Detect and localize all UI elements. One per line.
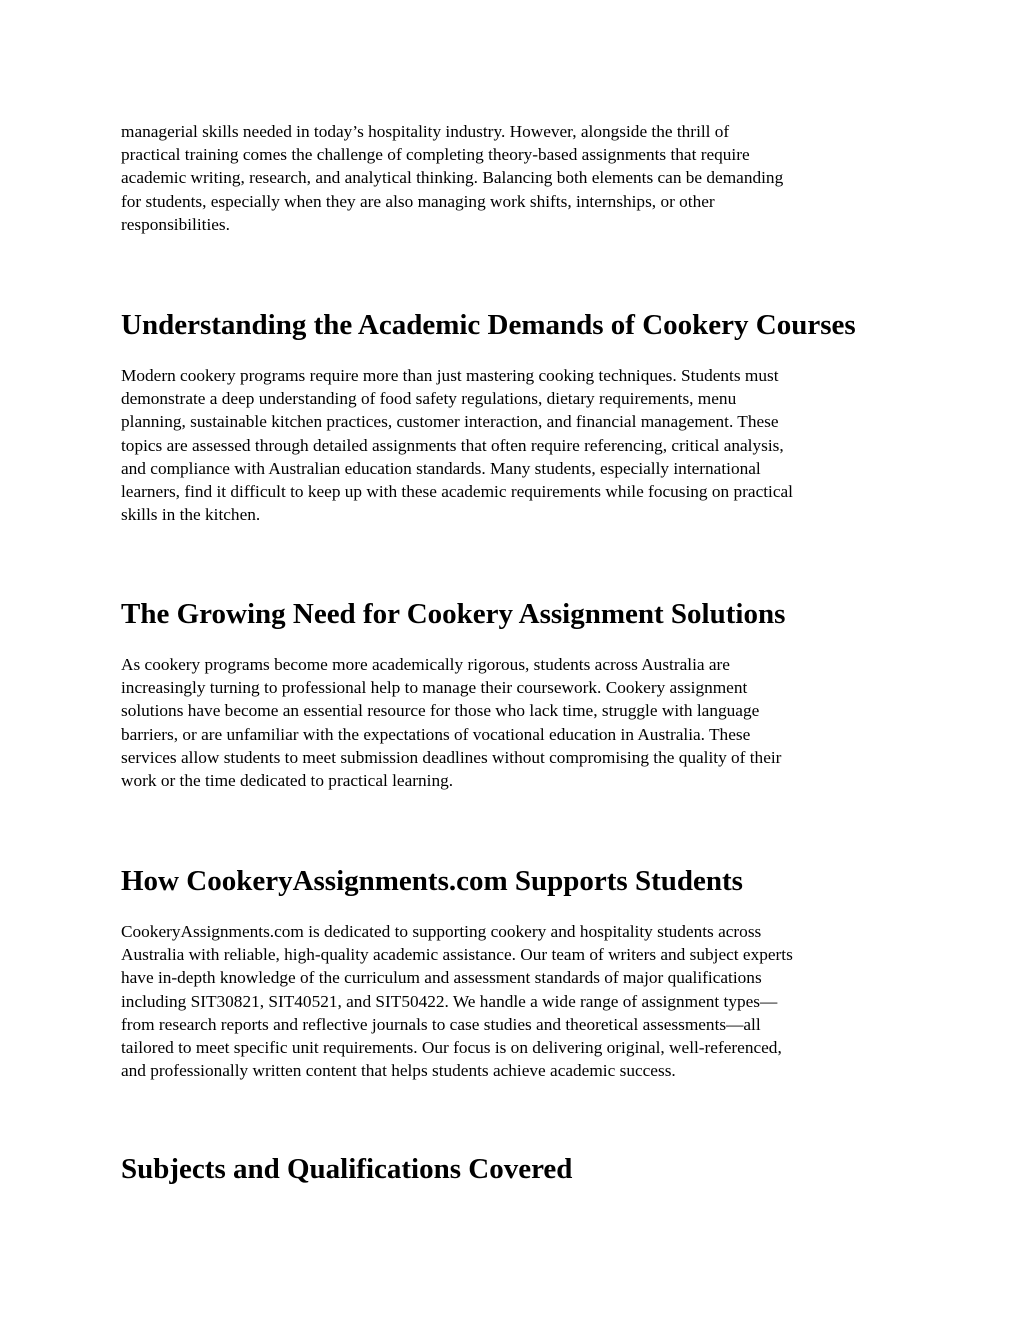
intro-paragraph xyxy=(121,120,783,236)
section-heading-subjects-covered: Subjects and Qualifications Covered xyxy=(121,1153,573,1185)
text-line: managerial skills needed in today’s hospitality industry. However, alongside the thrill of xyxy=(121,122,730,141)
text-line: have in-depth knowledge of the curriculum and assessment standards of major qualifications xyxy=(121,968,762,988)
text-line: for students, especially when they are also managing work shifts, internships, or other xyxy=(121,191,715,211)
text-line: from research reports and reflective journals to case studies and theoretical assessments—all xyxy=(121,1014,761,1034)
section-paragraph-growing-need xyxy=(121,653,781,792)
text-line: CookeryAssignments.com is dedicated to supporting cookery and hospitality students across xyxy=(121,922,762,941)
section-paragraph-how-supports xyxy=(121,920,793,1082)
text-line: Modern cookery programs require more than just mastering cooking techniques. Students must xyxy=(121,366,779,385)
text-line: solutions have become an essential resource for those who lack time, struggle with language xyxy=(121,701,760,721)
section-paragraph-academic-demands xyxy=(121,364,793,526)
text-line: increasingly turning to professional help to manage their coursework. Cookery assignment xyxy=(121,678,748,698)
section-heading-how-supports: How CookeryAssignments.com Supports Students xyxy=(121,865,743,897)
text-line: and professionally written content that helps students achieve academic success. xyxy=(121,1061,676,1081)
text-line: responsibilities. xyxy=(121,214,230,234)
text-line: and compliance with Australian education standards. Many students, especially international xyxy=(121,458,761,478)
section-heading-growing-need: The Growing Need for Cookery Assignment Solutions xyxy=(121,598,786,630)
text-line: barriers, or are unfamiliar with the expectations of vocational education in Australia. These xyxy=(121,724,751,744)
text-line: learners, find it difficult to keep up with these academic requirements while focusing on practical xyxy=(121,482,793,502)
text-line: including SIT30821, SIT40521, and SIT50422. We handle a wide range of assignment types— xyxy=(121,991,778,1011)
text-line: work or the time dedicated to practical learning. xyxy=(121,771,454,791)
text-line: academic writing, research, and analytical thinking. Balancing both elements can be demanding xyxy=(121,168,784,188)
text-line: demonstrate a deep understanding of food safety regulations, dietary requirements, menu xyxy=(121,389,737,409)
section-heading-academic-demands: Understanding the Academic Demands of Cookery Courses xyxy=(121,309,856,341)
text-line: practical training comes the challenge of completing theory-based assignments that require xyxy=(121,145,750,165)
text-line: topics are assessed through detailed assignments that often require referencing, critical analysis, xyxy=(121,435,784,455)
text-line: services allow students to meet submission deadlines without compromising the quality of their xyxy=(121,747,782,767)
text-line: skills in the kitchen. xyxy=(121,505,261,525)
text-line: Australia with reliable, high-quality academic assistance. Our team of writers and subject experts xyxy=(121,945,793,965)
text-line: As cookery programs become more academically rigorous, students across Australia are xyxy=(121,655,730,674)
text-line: planning, sustainable kitchen practices, customer interaction, and financial management. These xyxy=(121,412,779,432)
text-line: tailored to meet specific unit requirements. Our focus is on delivering original, well-referenced, xyxy=(121,1038,782,1058)
